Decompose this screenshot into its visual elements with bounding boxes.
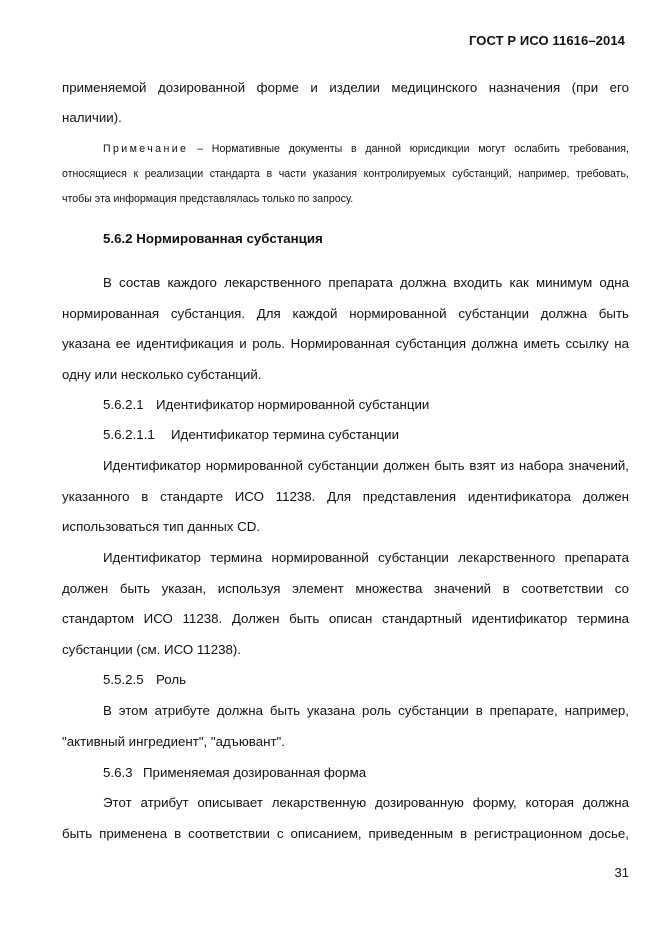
subsection-heading (103, 397, 629, 413)
subsection-number: 5.6.3 (103, 765, 133, 780)
subsection-title: Применяемая дозированная форма (143, 765, 367, 780)
subsection-title: Идентификатор термина субстанции (171, 427, 400, 442)
text-line: Этот атрибут описывает лекарственную дозированную форму, которая должна (103, 795, 629, 810)
note-text: – Нормативные документы в данной юрисдикции могут ослабить требования, (188, 143, 629, 155)
subsection-title: Идентификатор нормированной субстанции (156, 397, 430, 412)
section-heading: 5.6.2 Нормированная субстанция (103, 231, 323, 246)
text-line: Идентификатор нормированной субстанции должен быть взят из набора значений, (103, 458, 629, 473)
text-line: использоваться тип данных CD. (62, 519, 261, 534)
subsection-number: 5.5.2.5 (103, 672, 144, 687)
text-line: стандартом ИСО 11238. Должен быть описан стандартный идентификатор термина (62, 611, 629, 626)
subsection-number: 5.6.2.1.1 (103, 427, 155, 442)
text-line: субстанции (см. ИСО 11238). (62, 642, 242, 657)
text-line: должен быть указан, используя элемент множества значений в соответствии со (62, 581, 629, 596)
page-number: 31 (614, 865, 629, 880)
text-line: применяемой дозированной форме и изделии медицинского назначения (при его (62, 80, 629, 95)
text-line: указана ее идентификация и роль. Нормированная субстанция должна иметь ссылку на (62, 336, 629, 351)
text-line: "активный ингредиент", "адъювант". (62, 734, 285, 749)
text-line: указанного в стандарте ИСО 11238. Для представления идентификатора должен (62, 489, 629, 504)
subsection-heading (103, 765, 629, 781)
text-line: В состав каждого лекарственного препарата должна входить как минимум одна (103, 275, 629, 290)
note-line (103, 141, 629, 157)
subsection-number: 5.6.2.1 (103, 397, 144, 412)
text-line: нормированная субстанция. Для каждой нормированной субстанции должна быть (62, 306, 629, 321)
subsection-title: Роль (156, 672, 187, 687)
document-header: ГОСТ Р ИСО 11616–2014 (468, 33, 625, 48)
text-line: В этом атрибуте должна быть указана роль субстанции в препарате, например, (103, 703, 629, 718)
text-line: быть применена в соответствии с описанием, приведенным в регистрационном досье, (62, 826, 629, 841)
note-line: чтобы эта информация представлялась только по запросу. (62, 193, 354, 205)
text-line: наличии). (62, 110, 122, 125)
text-line: Идентификатор термина нормированной субстанции лекарственного препарата (103, 550, 629, 565)
text-line: одну или несколько субстанций. (62, 367, 262, 382)
subsection-heading (103, 672, 629, 688)
note-label: Примечание (103, 143, 189, 155)
note-line: относящиеся к реализации стандарта в части указания контролируемых субстанций, например, требовать, (62, 168, 629, 180)
subsection-heading (103, 427, 629, 443)
